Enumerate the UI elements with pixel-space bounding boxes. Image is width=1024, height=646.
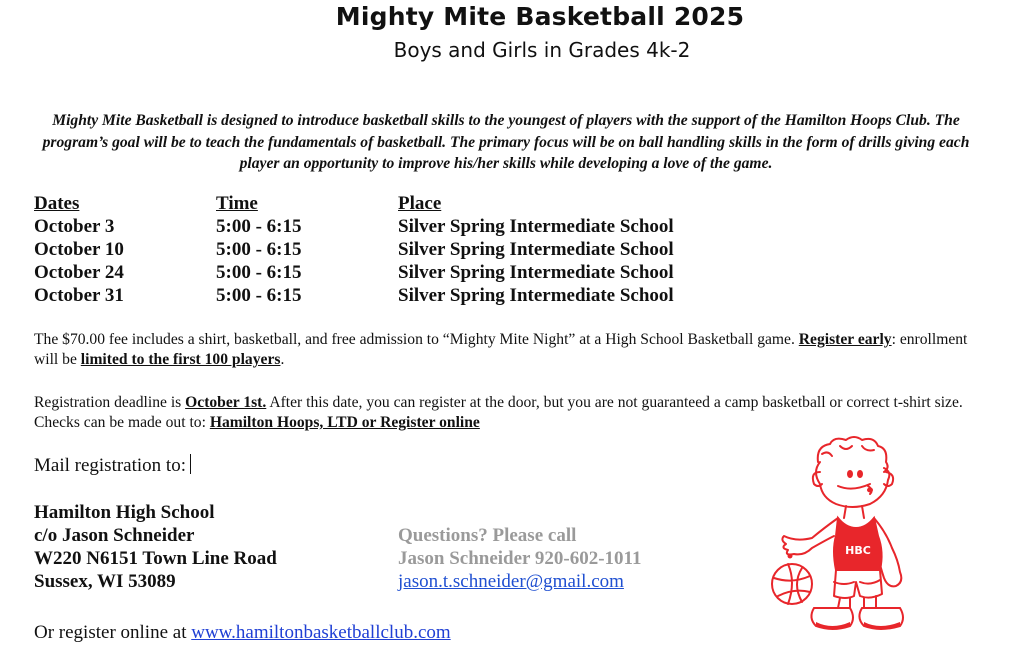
intro-text: Mighty Mite Basketball is designed to introduce basketball skills to the youngest of players with the support of the Hamilton Hoops Club. The program’s goal will be to teach the fundamentals of basketball. The primary focus will be on ball handling skills in the form of drills giving each player an opportunity to improve his/her skills while developing a love of the game.	[42, 112, 970, 172]
schedule-time: 5:00 - 6:15	[216, 216, 302, 237]
register-early-emphasis: Register early	[798, 331, 892, 348]
mailing-address	[34, 501, 277, 593]
mail-registration-label[interactable]	[34, 454, 191, 478]
address-line: c/o Jason Schneider	[34, 525, 195, 546]
address-line: Hamilton High School	[34, 502, 215, 523]
deadline-date: October 1st.	[185, 394, 267, 411]
schedule-row	[34, 238, 718, 261]
fee-text-end: .	[280, 351, 285, 368]
mail-label-text: Mail registration to:	[34, 455, 186, 476]
schedule-table	[34, 192, 718, 307]
schedule-date: October 24	[34, 262, 124, 283]
email-link[interactable]: jason.t.schneider@gmail.com	[398, 571, 624, 592]
schedule-row	[34, 215, 718, 238]
schedule-row	[34, 284, 718, 307]
address-line: Sussex, WI 53089	[34, 571, 176, 592]
schedule-place: Silver Spring Intermediate School	[398, 239, 674, 260]
schedule-date: October 3	[34, 216, 115, 237]
page-title: Mighty Mite Basketball 2025	[335, 2, 745, 31]
schedule-place: Silver Spring Intermediate School	[398, 262, 674, 283]
deadline-text-middle: After this date, you can register at the door, but you are not guaranteed a camp basketball or correct t-shirt size. Checks can be made out to:	[34, 394, 963, 431]
fee-paragraph	[34, 330, 984, 370]
schedule-date: October 10	[34, 239, 124, 260]
deadline-text: Registration deadline is	[34, 394, 186, 411]
questions-text: Questions? Please call	[398, 525, 577, 546]
schedule-date: October 31	[34, 285, 124, 306]
contact-name-phone: Jason Schneider 920-602-1011	[398, 548, 642, 569]
page-subtitle: Boys and Girls in Grades 4k-2	[393, 38, 691, 62]
payee-emphasis: Hamilton Hoops, LTD or Register online	[209, 414, 480, 431]
intro-paragraph	[36, 110, 976, 175]
header-time: Time	[216, 193, 258, 214]
online-registration	[34, 621, 451, 645]
schedule-header-row	[34, 192, 718, 215]
schedule-row	[34, 261, 718, 284]
contact-info	[398, 524, 642, 593]
hbc-mascot-image	[766, 432, 932, 634]
address-line: W220 N6151 Town Line Road	[34, 548, 277, 569]
deadline-paragraph	[34, 393, 984, 433]
jersey-text: HBC	[845, 544, 871, 557]
schedule-time: 5:00 - 6:15	[216, 239, 302, 260]
fee-text: The $70.00 fee includes a shirt, basketball, and free admission to “Mighty Mite Night” at a High School Basketball game.	[34, 331, 799, 348]
header-place: Place	[398, 193, 442, 214]
website-link[interactable]: www.hamiltonbasketballclub.com	[191, 622, 451, 643]
player-limit-emphasis: limited to the first 100 players	[80, 351, 281, 368]
fee-text-middle: : enrollment will be	[34, 331, 968, 368]
schedule-place: Silver Spring Intermediate School	[398, 216, 674, 237]
schedule-time: 5:00 - 6:15	[216, 262, 302, 283]
header-dates: Dates	[34, 193, 80, 214]
online-text: Or register online at	[34, 622, 192, 643]
schedule-place: Silver Spring Intermediate School	[398, 285, 674, 306]
text-cursor	[190, 454, 191, 474]
schedule-time: 5:00 - 6:15	[216, 285, 302, 306]
